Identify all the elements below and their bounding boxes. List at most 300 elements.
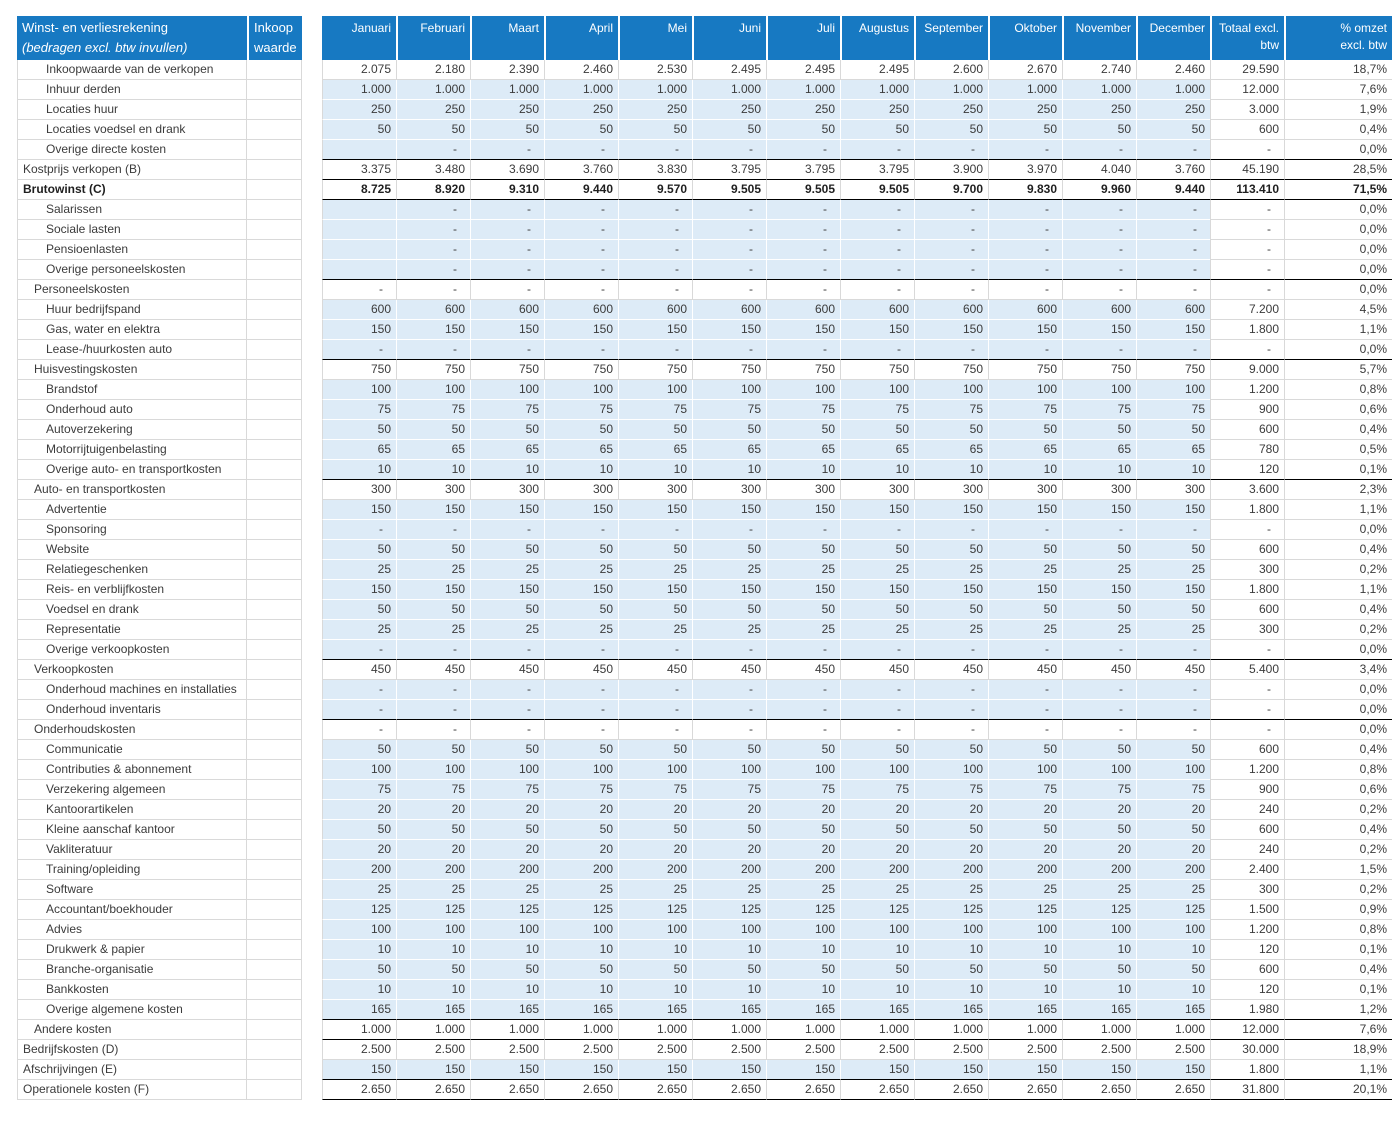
value-cell-maart[interactable]: 450 <box>470 660 544 680</box>
total-cell[interactable]: 300 <box>1210 620 1284 640</box>
value-cell-september[interactable]: 750 <box>914 360 988 380</box>
total-cell[interactable]: 600 <box>1210 960 1284 980</box>
value-cell-mei[interactable]: - <box>618 640 692 660</box>
value-cell-juli[interactable]: 25 <box>766 880 840 900</box>
value-cell-mei[interactable]: 20 <box>618 800 692 820</box>
value-cell-december[interactable]: - <box>1136 280 1210 300</box>
value-cell-augustus[interactable]: 100 <box>840 380 914 400</box>
value-cell-oktober[interactable]: 100 <box>988 760 1062 780</box>
pct-cell[interactable]: 1,1% <box>1284 320 1392 340</box>
value-cell-mei[interactable]: 150 <box>618 500 692 520</box>
value-cell-juni[interactable]: 20 <box>692 800 766 820</box>
value-cell-november[interactable]: - <box>1062 260 1136 280</box>
total-cell[interactable]: - <box>1210 680 1284 700</box>
value-cell-september[interactable]: 165 <box>914 1000 988 1020</box>
value-cell-oktober[interactable]: 600 <box>988 300 1062 320</box>
value-cell-maart[interactable]: 50 <box>470 420 544 440</box>
value-cell-september[interactable]: 450 <box>914 660 988 680</box>
value-cell-september[interactable]: 150 <box>914 580 988 600</box>
value-cell-april[interactable]: 75 <box>544 780 618 800</box>
value-cell-juni[interactable]: 300 <box>692 480 766 500</box>
value-cell-december[interactable]: 150 <box>1136 1060 1210 1080</box>
value-cell-november[interactable]: - <box>1062 140 1136 160</box>
value-cell-februari[interactable]: - <box>396 200 470 220</box>
value-cell-juli[interactable]: 100 <box>766 920 840 940</box>
value-cell-november[interactable]: 2.650 <box>1062 1080 1136 1100</box>
value-cell-mei[interactable]: 25 <box>618 620 692 640</box>
value-cell-augustus[interactable]: 50 <box>840 120 914 140</box>
value-cell-februari[interactable]: 10 <box>396 460 470 480</box>
value-cell-februari[interactable]: - <box>396 340 470 360</box>
value-cell-augustus[interactable]: 10 <box>840 980 914 1000</box>
value-cell-december[interactable]: - <box>1136 200 1210 220</box>
value-cell-augustus[interactable]: 600 <box>840 300 914 320</box>
inkoopwaarde-cell[interactable] <box>247 420 302 440</box>
value-cell-januari[interactable]: 20 <box>322 800 396 820</box>
value-cell-oktober[interactable]: - <box>988 240 1062 260</box>
row-label[interactable]: Onderhoud inventaris <box>17 700 247 720</box>
value-cell-april[interactable]: 50 <box>544 960 618 980</box>
value-cell-december[interactable]: 25 <box>1136 880 1210 900</box>
value-cell-november[interactable]: 9.960 <box>1062 180 1136 200</box>
value-cell-november[interactable]: - <box>1062 240 1136 260</box>
inkoopwaarde-cell[interactable] <box>247 440 302 460</box>
total-cell[interactable]: 7.200 <box>1210 300 1284 320</box>
value-cell-november[interactable]: 50 <box>1062 820 1136 840</box>
value-cell-januari[interactable]: - <box>322 280 396 300</box>
inkoopwaarde-cell[interactable] <box>247 300 302 320</box>
value-cell-februari[interactable]: 1.000 <box>396 80 470 100</box>
value-cell-september[interactable]: 100 <box>914 760 988 780</box>
pct-cell[interactable]: 1,9% <box>1284 100 1392 120</box>
value-cell-maart[interactable]: 125 <box>470 900 544 920</box>
value-cell-juli[interactable]: 10 <box>766 460 840 480</box>
value-cell-september[interactable]: - <box>914 260 988 280</box>
value-cell-mei[interactable]: 3.830 <box>618 160 692 180</box>
value-cell-juli[interactable]: 200 <box>766 860 840 880</box>
value-cell-maart[interactable]: 25 <box>470 560 544 580</box>
inkoopwaarde-cell[interactable] <box>247 160 302 180</box>
value-cell-juli[interactable]: 150 <box>766 500 840 520</box>
value-cell-augustus[interactable]: - <box>840 720 914 740</box>
value-cell-november[interactable]: - <box>1062 220 1136 240</box>
row-label[interactable]: Brandstof <box>17 380 247 400</box>
inkoopwaarde-cell[interactable] <box>247 100 302 120</box>
inkoopwaarde-cell[interactable] <box>247 220 302 240</box>
value-cell-oktober[interactable]: 50 <box>988 420 1062 440</box>
value-cell-december[interactable]: - <box>1136 240 1210 260</box>
value-cell-maart[interactable]: 1.000 <box>470 1020 544 1040</box>
inkoopwaarde-cell[interactable] <box>247 620 302 640</box>
value-cell-januari[interactable] <box>322 260 396 280</box>
row-label[interactable]: Locaties huur <box>17 100 247 120</box>
row-label[interactable]: Kantoorartikelen <box>17 800 247 820</box>
value-cell-augustus[interactable]: - <box>840 140 914 160</box>
value-cell-december[interactable]: 165 <box>1136 1000 1210 1020</box>
value-cell-juli[interactable]: 50 <box>766 740 840 760</box>
row-label[interactable]: Locaties voedsel en drank <box>17 120 247 140</box>
value-cell-augustus[interactable]: 150 <box>840 1060 914 1080</box>
value-cell-september[interactable]: 3.900 <box>914 160 988 180</box>
value-cell-november[interactable]: 25 <box>1062 620 1136 640</box>
inkoopwaarde-cell[interactable] <box>247 640 302 660</box>
total-cell[interactable]: 240 <box>1210 840 1284 860</box>
value-cell-juni[interactable]: 50 <box>692 740 766 760</box>
value-cell-september[interactable]: 20 <box>914 840 988 860</box>
pct-cell[interactable]: 1,1% <box>1284 1060 1392 1080</box>
month-header-januari[interactable]: Januari <box>322 16 396 60</box>
month-header-oktober[interactable]: Oktober <box>988 16 1062 60</box>
value-cell-april[interactable]: 150 <box>544 500 618 520</box>
value-cell-maart[interactable]: - <box>470 680 544 700</box>
value-cell-mei[interactable]: 65 <box>618 440 692 460</box>
value-cell-april[interactable]: - <box>544 680 618 700</box>
row-label[interactable]: Reis- en verblijfkosten <box>17 580 247 600</box>
total-cell[interactable]: - <box>1210 240 1284 260</box>
value-cell-november[interactable]: 250 <box>1062 100 1136 120</box>
value-cell-oktober[interactable]: - <box>988 640 1062 660</box>
value-cell-juni[interactable]: 2.650 <box>692 1080 766 1100</box>
value-cell-december[interactable]: - <box>1136 260 1210 280</box>
value-cell-juli[interactable]: - <box>766 220 840 240</box>
value-cell-augustus[interactable]: 450 <box>840 660 914 680</box>
value-cell-oktober[interactable]: 50 <box>988 820 1062 840</box>
value-cell-juni[interactable]: 25 <box>692 620 766 640</box>
value-cell-januari[interactable]: 50 <box>322 420 396 440</box>
value-cell-mei[interactable]: 750 <box>618 360 692 380</box>
row-label[interactable]: Website <box>17 540 247 560</box>
value-cell-september[interactable]: 10 <box>914 980 988 1000</box>
value-cell-maart[interactable]: 150 <box>470 580 544 600</box>
value-cell-oktober[interactable]: 50 <box>988 600 1062 620</box>
pct-cell[interactable]: 0,0% <box>1284 220 1392 240</box>
value-cell-april[interactable]: 600 <box>544 300 618 320</box>
value-cell-januari[interactable]: 150 <box>322 580 396 600</box>
value-cell-april[interactable]: 25 <box>544 880 618 900</box>
value-cell-mei[interactable]: - <box>618 720 692 740</box>
value-cell-juni[interactable]: 600 <box>692 300 766 320</box>
value-cell-juni[interactable]: 50 <box>692 820 766 840</box>
value-cell-november[interactable]: 2.740 <box>1062 60 1136 80</box>
total-cell[interactable]: 600 <box>1210 600 1284 620</box>
value-cell-januari[interactable]: - <box>322 640 396 660</box>
pct-cell[interactable]: 0,4% <box>1284 120 1392 140</box>
value-cell-april[interactable]: 20 <box>544 840 618 860</box>
value-cell-mei[interactable]: 50 <box>618 740 692 760</box>
pct-cell[interactable]: 0,2% <box>1284 840 1392 860</box>
row-label[interactable]: Onderhoud machines en installaties <box>17 680 247 700</box>
value-cell-oktober[interactable]: 200 <box>988 860 1062 880</box>
row-label[interactable]: Gas, water en elektra <box>17 320 247 340</box>
value-cell-april[interactable]: 100 <box>544 380 618 400</box>
value-cell-mei[interactable]: 150 <box>618 1060 692 1080</box>
inkoopwaarde-cell[interactable] <box>247 80 302 100</box>
value-cell-augustus[interactable]: - <box>840 700 914 720</box>
value-cell-september[interactable]: 10 <box>914 940 988 960</box>
value-cell-februari[interactable]: 50 <box>396 960 470 980</box>
value-cell-februari[interactable]: 20 <box>396 840 470 860</box>
value-cell-februari[interactable]: 150 <box>396 580 470 600</box>
value-cell-maart[interactable]: - <box>470 700 544 720</box>
value-cell-november[interactable]: 10 <box>1062 980 1136 1000</box>
value-cell-oktober[interactable]: 20 <box>988 800 1062 820</box>
pct-cell[interactable]: 0,0% <box>1284 520 1392 540</box>
value-cell-november[interactable]: - <box>1062 340 1136 360</box>
value-cell-oktober[interactable]: 1.000 <box>988 1020 1062 1040</box>
pct-cell[interactable]: 0,2% <box>1284 620 1392 640</box>
value-cell-februari[interactable]: 2.500 <box>396 1040 470 1060</box>
row-label[interactable]: Afschrijvingen (E) <box>17 1060 247 1080</box>
value-cell-oktober[interactable]: 1.000 <box>988 80 1062 100</box>
value-cell-februari[interactable]: 8.920 <box>396 180 470 200</box>
inkoopwaarde-cell[interactable] <box>247 740 302 760</box>
value-cell-november[interactable]: 50 <box>1062 120 1136 140</box>
value-cell-september[interactable]: - <box>914 680 988 700</box>
value-cell-januari[interactable]: 20 <box>322 840 396 860</box>
value-cell-april[interactable]: - <box>544 520 618 540</box>
pct-cell[interactable]: 0,8% <box>1284 920 1392 940</box>
value-cell-maart[interactable]: - <box>470 640 544 660</box>
pct-cell[interactable]: 28,5% <box>1284 160 1392 180</box>
value-cell-december[interactable]: - <box>1136 220 1210 240</box>
value-cell-januari[interactable]: 75 <box>322 780 396 800</box>
value-cell-oktober[interactable]: 125 <box>988 900 1062 920</box>
value-cell-mei[interactable]: 2.530 <box>618 60 692 80</box>
value-cell-april[interactable]: 2.500 <box>544 1040 618 1060</box>
value-cell-juli[interactable]: 165 <box>766 1000 840 1020</box>
value-cell-maart[interactable]: - <box>470 240 544 260</box>
value-cell-augustus[interactable]: 50 <box>840 820 914 840</box>
value-cell-maart[interactable]: 50 <box>470 540 544 560</box>
value-cell-maart[interactable]: 50 <box>470 960 544 980</box>
value-cell-september[interactable]: 50 <box>914 600 988 620</box>
inkoopwaarde-cell[interactable] <box>247 380 302 400</box>
value-cell-december[interactable]: 250 <box>1136 100 1210 120</box>
value-cell-december[interactable]: 150 <box>1136 320 1210 340</box>
value-cell-juni[interactable]: 50 <box>692 600 766 620</box>
value-cell-april[interactable]: - <box>544 640 618 660</box>
value-cell-oktober[interactable]: 75 <box>988 400 1062 420</box>
value-cell-januari[interactable]: 150 <box>322 320 396 340</box>
value-cell-september[interactable]: - <box>914 140 988 160</box>
value-cell-januari[interactable]: 150 <box>322 500 396 520</box>
value-cell-november[interactable]: 600 <box>1062 300 1136 320</box>
value-cell-mei[interactable]: 50 <box>618 600 692 620</box>
value-cell-november[interactable]: 150 <box>1062 500 1136 520</box>
value-cell-februari[interactable]: - <box>396 520 470 540</box>
total-cell[interactable]: 900 <box>1210 400 1284 420</box>
total-cell[interactable]: 600 <box>1210 120 1284 140</box>
value-cell-februari[interactable]: 25 <box>396 620 470 640</box>
pct-cell[interactable]: 0,0% <box>1284 720 1392 740</box>
value-cell-januari[interactable] <box>322 240 396 260</box>
value-cell-november[interactable]: 50 <box>1062 740 1136 760</box>
value-cell-februari[interactable]: - <box>396 260 470 280</box>
total-cell[interactable]: 900 <box>1210 780 1284 800</box>
value-cell-september[interactable]: 75 <box>914 400 988 420</box>
value-cell-juli[interactable]: 3.795 <box>766 160 840 180</box>
value-cell-november[interactable]: 50 <box>1062 540 1136 560</box>
inkoopwaarde-cell[interactable] <box>247 120 302 140</box>
value-cell-mei[interactable]: 9.570 <box>618 180 692 200</box>
total-cell[interactable]: 31.800 <box>1210 1080 1284 1100</box>
value-cell-maart[interactable]: 50 <box>470 120 544 140</box>
value-cell-april[interactable]: 65 <box>544 440 618 460</box>
inkoopwaarde-cell[interactable] <box>247 460 302 480</box>
value-cell-november[interactable]: 50 <box>1062 600 1136 620</box>
value-cell-april[interactable]: - <box>544 220 618 240</box>
value-cell-oktober[interactable]: 25 <box>988 620 1062 640</box>
row-label[interactable]: Inkoopwaarde van de verkopen <box>17 60 247 80</box>
value-cell-juli[interactable]: - <box>766 720 840 740</box>
value-cell-januari[interactable]: 25 <box>322 880 396 900</box>
value-cell-juli[interactable]: - <box>766 700 840 720</box>
total-cell[interactable]: 600 <box>1210 540 1284 560</box>
value-cell-juni[interactable]: 125 <box>692 900 766 920</box>
value-cell-juli[interactable]: 50 <box>766 120 840 140</box>
inkoopwaarde-cell[interactable] <box>247 1060 302 1080</box>
value-cell-augustus[interactable]: 75 <box>840 780 914 800</box>
value-cell-juli[interactable]: 20 <box>766 840 840 860</box>
pct-cell[interactable]: 0,0% <box>1284 280 1392 300</box>
value-cell-juni[interactable]: 750 <box>692 360 766 380</box>
value-cell-juli[interactable]: - <box>766 260 840 280</box>
value-cell-augustus[interactable]: 2.500 <box>840 1040 914 1060</box>
month-header-mei[interactable]: Mei <box>618 16 692 60</box>
row-label[interactable]: Operationele kosten (F) <box>17 1080 247 1100</box>
pct-cell[interactable]: 7,6% <box>1284 80 1392 100</box>
value-cell-april[interactable]: 150 <box>544 320 618 340</box>
total-cell[interactable]: - <box>1210 260 1284 280</box>
pct-cell[interactable]: 0,0% <box>1284 200 1392 220</box>
total-cell[interactable]: 2.400 <box>1210 860 1284 880</box>
value-cell-oktober[interactable]: - <box>988 280 1062 300</box>
value-cell-oktober[interactable]: 50 <box>988 120 1062 140</box>
value-cell-maart[interactable]: - <box>470 200 544 220</box>
value-cell-maart[interactable]: 600 <box>470 300 544 320</box>
row-label[interactable]: Overige algemene kosten <box>17 1000 247 1020</box>
value-cell-februari[interactable]: - <box>396 220 470 240</box>
value-cell-april[interactable]: 10 <box>544 940 618 960</box>
value-cell-januari[interactable]: 100 <box>322 920 396 940</box>
value-cell-augustus[interactable]: 50 <box>840 600 914 620</box>
value-cell-oktober[interactable]: 100 <box>988 380 1062 400</box>
value-cell-november[interactable]: 300 <box>1062 480 1136 500</box>
total-cell[interactable]: - <box>1210 280 1284 300</box>
value-cell-april[interactable]: - <box>544 140 618 160</box>
value-cell-mei[interactable]: 450 <box>618 660 692 680</box>
value-cell-juni[interactable]: 165 <box>692 1000 766 1020</box>
value-cell-september[interactable]: 125 <box>914 900 988 920</box>
total-cell[interactable]: 600 <box>1210 740 1284 760</box>
total-cell[interactable]: - <box>1210 520 1284 540</box>
value-cell-juli[interactable]: 100 <box>766 380 840 400</box>
value-cell-november[interactable]: 100 <box>1062 380 1136 400</box>
value-cell-januari[interactable]: 25 <box>322 560 396 580</box>
value-cell-september[interactable]: 9.700 <box>914 180 988 200</box>
value-cell-september[interactable]: 25 <box>914 880 988 900</box>
value-cell-juli[interactable]: - <box>766 520 840 540</box>
value-cell-juli[interactable]: - <box>766 280 840 300</box>
value-cell-december[interactable]: 9.440 <box>1136 180 1210 200</box>
value-cell-oktober[interactable]: - <box>988 520 1062 540</box>
total-column-header[interactable] <box>1210 16 1284 60</box>
value-cell-oktober[interactable]: 3.970 <box>988 160 1062 180</box>
value-cell-augustus[interactable]: 75 <box>840 400 914 420</box>
value-cell-mei[interactable]: - <box>618 240 692 260</box>
row-label[interactable]: Auto- en transportkosten <box>17 480 247 500</box>
pct-cell[interactable]: 0,0% <box>1284 140 1392 160</box>
value-cell-november[interactable]: - <box>1062 640 1136 660</box>
value-cell-januari[interactable]: 75 <box>322 400 396 420</box>
row-label[interactable]: Lease-/huurkosten auto <box>17 340 247 360</box>
value-cell-oktober[interactable]: 10 <box>988 980 1062 1000</box>
value-cell-maart[interactable]: 150 <box>470 320 544 340</box>
pct-cell[interactable]: 0,1% <box>1284 940 1392 960</box>
month-header-juni[interactable]: Juni <box>692 16 766 60</box>
row-label[interactable]: Huisvestingskosten <box>17 360 247 380</box>
value-cell-maart[interactable]: 165 <box>470 1000 544 1020</box>
inkoopwaarde-cell[interactable] <box>247 1020 302 1040</box>
value-cell-maart[interactable]: 150 <box>470 500 544 520</box>
value-cell-februari[interactable]: 3.480 <box>396 160 470 180</box>
value-cell-november[interactable]: 65 <box>1062 440 1136 460</box>
value-cell-januari[interactable]: 10 <box>322 460 396 480</box>
value-cell-mei[interactable]: 600 <box>618 300 692 320</box>
value-cell-september[interactable]: 2.600 <box>914 60 988 80</box>
total-cell[interactable]: 240 <box>1210 800 1284 820</box>
value-cell-maart[interactable]: 20 <box>470 840 544 860</box>
inkoopwaarde-cell[interactable] <box>247 520 302 540</box>
row-label[interactable]: Kostprijs verkopen (B) <box>17 160 247 180</box>
value-cell-maart[interactable]: 10 <box>470 980 544 1000</box>
value-cell-februari[interactable]: 50 <box>396 420 470 440</box>
value-cell-september[interactable]: - <box>914 640 988 660</box>
row-label[interactable]: Motorrijtuigenbelasting <box>17 440 247 460</box>
month-header-september[interactable]: September <box>914 16 988 60</box>
value-cell-augustus[interactable]: 3.795 <box>840 160 914 180</box>
value-cell-maart[interactable]: 25 <box>470 620 544 640</box>
value-cell-mei[interactable]: - <box>618 140 692 160</box>
value-cell-september[interactable]: 25 <box>914 560 988 580</box>
value-cell-november[interactable]: 450 <box>1062 660 1136 680</box>
value-cell-mei[interactable]: 20 <box>618 840 692 860</box>
inkoopwaarde-cell[interactable] <box>247 680 302 700</box>
value-cell-maart[interactable]: 3.690 <box>470 160 544 180</box>
value-cell-juli[interactable]: 150 <box>766 320 840 340</box>
pct-cell[interactable]: 0,5% <box>1284 440 1392 460</box>
total-cell[interactable]: - <box>1210 720 1284 740</box>
value-cell-september[interactable]: 65 <box>914 440 988 460</box>
total-cell[interactable]: - <box>1210 140 1284 160</box>
pct-cell[interactable]: 1,1% <box>1284 500 1392 520</box>
value-cell-juni[interactable]: 150 <box>692 320 766 340</box>
value-cell-september[interactable]: 600 <box>914 300 988 320</box>
value-cell-januari[interactable]: - <box>322 720 396 740</box>
pct-cell[interactable]: 5,7% <box>1284 360 1392 380</box>
value-cell-maart[interactable]: 65 <box>470 440 544 460</box>
value-cell-augustus[interactable]: 150 <box>840 320 914 340</box>
value-cell-juni[interactable]: 65 <box>692 440 766 460</box>
value-cell-november[interactable]: 75 <box>1062 400 1136 420</box>
value-cell-februari[interactable]: 50 <box>396 820 470 840</box>
value-cell-april[interactable]: 125 <box>544 900 618 920</box>
value-cell-maart[interactable]: - <box>470 140 544 160</box>
value-cell-oktober[interactable]: 2.670 <box>988 60 1062 80</box>
value-cell-april[interactable]: - <box>544 340 618 360</box>
inkoopwaarde-cell[interactable] <box>247 900 302 920</box>
value-cell-januari[interactable]: 65 <box>322 440 396 460</box>
